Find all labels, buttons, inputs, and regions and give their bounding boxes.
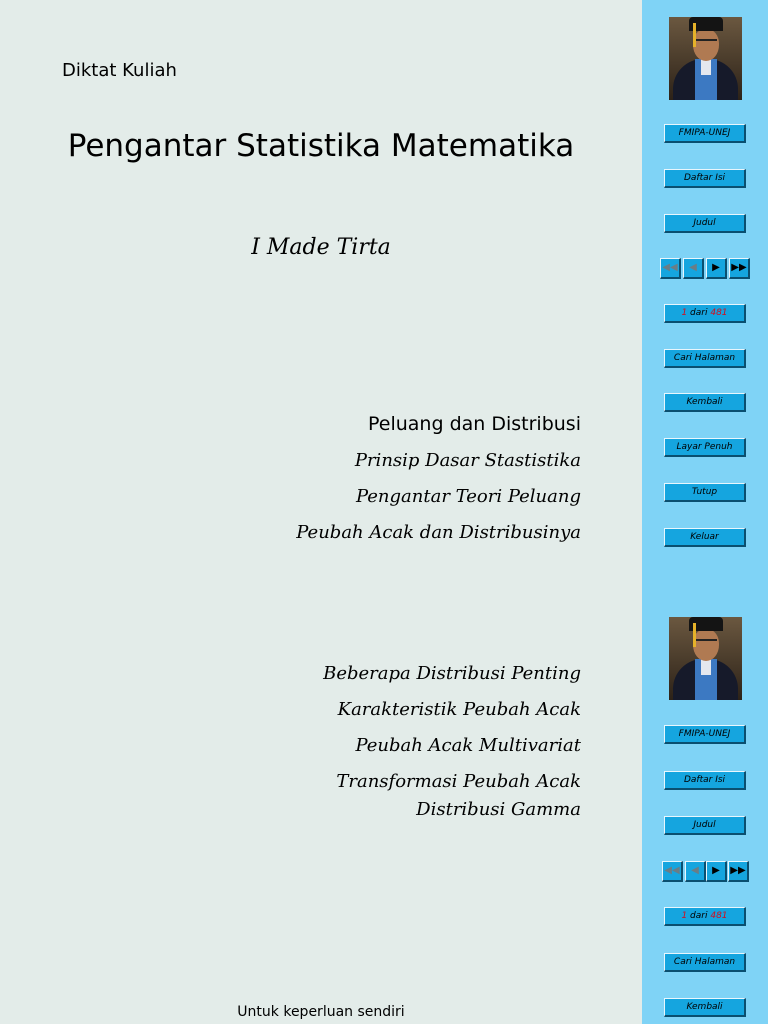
back-button[interactable]: Kembali bbox=[664, 393, 746, 412]
page-of-label: dari bbox=[690, 911, 708, 921]
toc-section-1 bbox=[296, 410, 581, 555]
fmipa-button[interactable]: FMIPA-UNEJ bbox=[664, 725, 746, 744]
page-nav-arrows bbox=[662, 861, 754, 882]
title-page-button[interactable]: Judul bbox=[664, 816, 746, 835]
next-page-icon[interactable]: ▶ bbox=[706, 258, 727, 279]
toc-item[interactable]: Pengantar Teori Peluang bbox=[355, 486, 581, 507]
previous-page-icon[interactable]: ◀ bbox=[685, 861, 706, 882]
first-page-icon[interactable]: ◀◀ bbox=[660, 258, 681, 279]
page-indicator bbox=[664, 907, 746, 926]
table-of-contents-button[interactable]: Daftar Isi bbox=[664, 169, 746, 188]
author-photo bbox=[669, 617, 742, 700]
page-nav-arrows bbox=[660, 258, 752, 279]
title-page-button[interactable]: Judul bbox=[664, 214, 746, 233]
total-pages: 481 bbox=[710, 911, 728, 921]
course-type: Diktat Kuliah bbox=[62, 60, 177, 81]
toc-item[interactable]: Beberapa Distribusi Penting bbox=[323, 663, 581, 684]
next-page-icon[interactable]: ▶ bbox=[706, 861, 727, 882]
total-pages: 481 bbox=[710, 308, 728, 318]
toc-item[interactable]: Prinsip Dasar Stastistika bbox=[354, 450, 581, 471]
page-of-label: dari bbox=[690, 308, 708, 318]
current-page: 1 bbox=[681, 911, 688, 921]
toc-item[interactable]: Peubah Acak dan Distribusinya bbox=[296, 522, 581, 543]
last-page-icon[interactable]: ▶▶ bbox=[728, 861, 749, 882]
toc-item[interactable]: Karakteristik Peubah Acak bbox=[337, 699, 581, 720]
document-author: I Made Tirta bbox=[251, 235, 391, 260]
toc-section-2 bbox=[323, 660, 581, 832]
back-button[interactable]: Kembali bbox=[664, 998, 746, 1017]
current-page: 1 bbox=[681, 308, 688, 318]
table-of-contents-button[interactable]: Daftar Isi bbox=[664, 771, 746, 790]
find-page-button[interactable]: Cari Halaman bbox=[664, 953, 746, 972]
footer-note: Untuk keperluan sendiri bbox=[237, 1004, 405, 1020]
navigation-sidebar bbox=[642, 0, 768, 1024]
document-title: Pengantar Statistika Matematika bbox=[67, 128, 575, 164]
previous-page-icon[interactable]: ◀ bbox=[683, 258, 704, 279]
toc-heading[interactable]: Peluang dan Distribusi bbox=[368, 413, 581, 435]
toc-item[interactable]: Distribusi Gamma bbox=[416, 799, 581, 820]
find-page-button[interactable]: Cari Halaman bbox=[664, 349, 746, 368]
last-page-icon[interactable]: ▶▶ bbox=[729, 258, 750, 279]
first-page-icon[interactable]: ◀◀ bbox=[662, 861, 683, 882]
fmipa-button[interactable]: FMIPA-UNEJ bbox=[664, 124, 746, 143]
toc-item[interactable]: Peubah Acak Multivariat bbox=[355, 735, 581, 756]
author-photo bbox=[669, 17, 742, 100]
page-indicator bbox=[664, 304, 746, 323]
exit-button[interactable]: Keluar bbox=[664, 528, 746, 547]
fullscreen-button[interactable]: Layar Penuh bbox=[664, 438, 746, 457]
close-button[interactable]: Tutup bbox=[664, 483, 746, 502]
toc-item[interactable]: Transformasi Peubah Acak bbox=[336, 771, 581, 792]
